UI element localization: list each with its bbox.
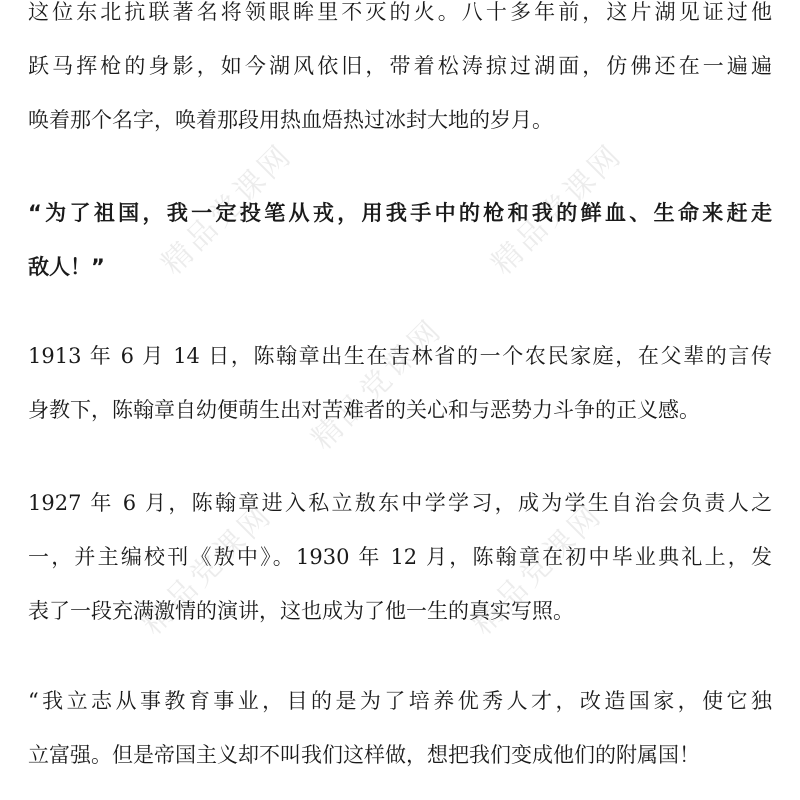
watermark: 精品党课网 bbox=[134, 496, 280, 642]
paragraph-line: 立富强。但是帝国主义却不叫我们这样做，想把我们变成他们的附属国！ bbox=[28, 743, 700, 767]
watermark: 精品党课网 bbox=[154, 136, 300, 282]
paragraph-line: 一，并主编校刊《敖中》。1930 年 12 月，陈翰章在初中毕业典礼上，发 bbox=[28, 545, 772, 569]
paragraph-line: 表了一段充满激情的演讲，这也成为了他一生的真实写照。 bbox=[28, 599, 574, 623]
paragraph-line: 1927 年 6 月，陈翰章进入私立敖东中学学习，成为学生自治会负责人之 bbox=[28, 491, 772, 515]
paragraph-line: 跃马挥枪的身影，如今湖风依旧，带着松涛掠过湖面，仿佛还在一遍遍 bbox=[28, 54, 772, 78]
paragraph-line: 1913 年 6 月 14 日，陈翰章出生在吉林省的一个农民家庭，在父辈的言传 bbox=[28, 344, 772, 368]
quote-line: “为了祖国，我一定投笔从戎，用我手中的枪和我的鲜血、生命来赶走 bbox=[28, 201, 772, 225]
watermark: 精品党课网 bbox=[464, 496, 610, 642]
paragraph-line: 身教下，陈翰章自幼便萌生出对苦难者的关心和与恶势力斗争的正义感。 bbox=[28, 398, 700, 422]
paragraph-line: 唤着那个名字，唤着那段用热血焐热过冰封大地的岁月。 bbox=[28, 108, 553, 132]
watermark: 精品党课网 bbox=[304, 311, 450, 457]
paragraph-line: “我立志从事教育事业，目的是为了培养优秀人才，改造国家，使它独 bbox=[28, 689, 772, 713]
watermark: 精品党课网 bbox=[484, 136, 630, 282]
paragraph-line: 这位东北抗联著名将领眼眸里不灭的火。八十多年前，这片湖见证过他 bbox=[28, 0, 772, 24]
quote-line: 敌人！” bbox=[28, 255, 105, 279]
